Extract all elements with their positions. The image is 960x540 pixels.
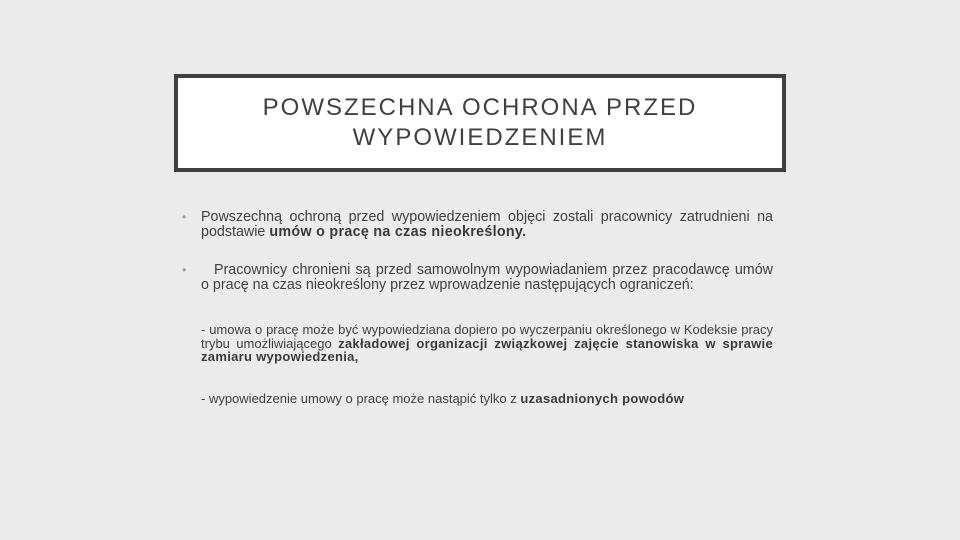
bullet-text: Powszechną ochroną przed wypowiedzeniem objęci zostali pracownicy zatrudnieni na podstawie	[201, 209, 773, 240]
bullet-text: Pracownicy chronieni są przed samowolnym wypowiadaniem przez pracodawcę umów o pracę na czas nieokreślony przez wprowadzenie następujących ograniczeń:	[201, 262, 773, 293]
bullet-item	[182, 263, 773, 293]
sub-item	[182, 323, 773, 364]
sub-item-bold-text: uzasadnionych powodów	[520, 390, 685, 406]
sub-item-text: - wypowiedzenie umowy o pracę może nastąpić tylko z	[201, 390, 521, 406]
bullet-bold-text: umów o pracę na czas nieokreślony.	[269, 224, 527, 240]
title-box	[174, 74, 786, 172]
bullet-item	[182, 210, 773, 240]
slide-title-line-1: POWSZECHNA OCHRONA PRZED	[262, 94, 698, 121]
sub-item-bold-text: zakładowej organizacji związkowej zajęcie stanowiska w sprawie zamiaru wypowiedzenia,	[201, 335, 773, 364]
bullet-dot: •	[182, 210, 187, 224]
slide-content	[182, 210, 773, 405]
slide-title	[263, 93, 698, 153]
slide-title-line-2: WYPOWIEDZENIEM	[352, 124, 608, 151]
sub-item-text: - umowa o pracę może być wypowiedziana dopiero po wyczerpaniu określonego w Kodeksie pracy trybu umożliwiającego	[201, 322, 773, 351]
sub-item	[182, 392, 773, 406]
bullet-dot: •	[182, 263, 187, 277]
